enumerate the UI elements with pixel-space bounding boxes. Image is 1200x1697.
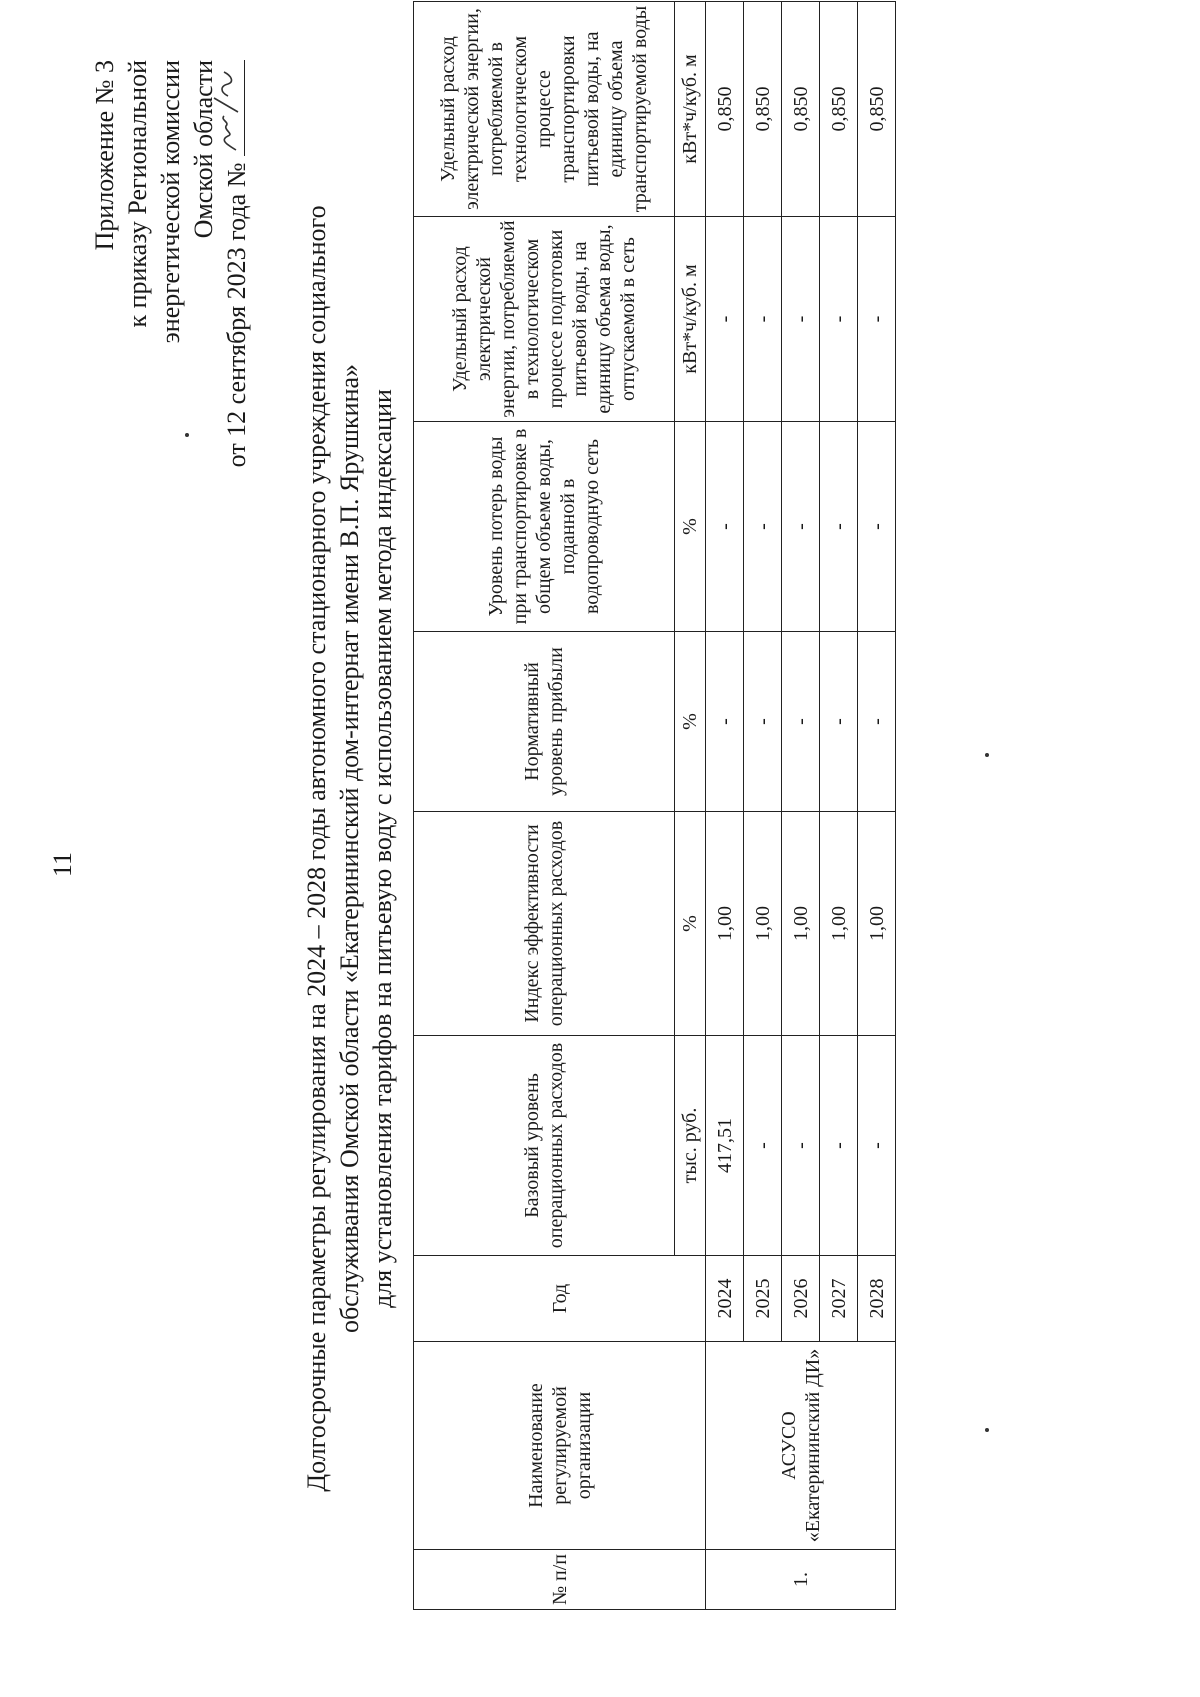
cell-loss: - (706, 422, 744, 632)
cell-index: 1,00 (782, 812, 820, 1036)
appendix-line-5 (220, 60, 253, 480)
cell-profit: - (858, 632, 896, 812)
cell-year: 2026 (782, 1256, 820, 1342)
cell-energy-trans: 0,850 (706, 2, 744, 217)
unit-profit: % (675, 632, 706, 812)
cell-year: 2024 (706, 1256, 744, 1342)
cell-energy-prep: - (744, 217, 782, 422)
cell-energy-trans: 0,850 (782, 2, 820, 217)
handwritten-order-number (220, 60, 245, 156)
cell-index: 1,00 (820, 812, 858, 1036)
cell-loss: - (744, 422, 782, 632)
appendix-block (88, 60, 253, 480)
cell-base: - (744, 1036, 782, 1256)
cell-base: - (820, 1036, 858, 1256)
unit-energy-prep: кВт*ч/куб. м (675, 217, 706, 422)
cell-index: 1,00 (744, 812, 782, 1036)
header-energy-prep: Удельный расход электрической энергии, потребляемой в технологическом процессе подготовки питьевой воды, на единицу объема воды, отпускаемой в сеть (414, 217, 675, 422)
appendix-line-3: энергетической комиссии (156, 60, 185, 344)
scan-speck (985, 1428, 989, 1432)
appendix-line-4: Омской области (189, 60, 218, 239)
cell-profit: - (706, 632, 744, 812)
header-org: Наименование регулируемой организации (414, 1342, 706, 1550)
cell-index: 1,00 (706, 812, 744, 1036)
header-energy-trans: Удельный расход электрической энергии, потребляемой в технологическом процессе транспортировки питьевой воды, на единицу объема транспортируемой воды (414, 2, 675, 217)
scan-speck (185, 433, 189, 437)
appendix-line-2: к приказу Региональной (123, 60, 152, 328)
cell-profit: - (744, 632, 782, 812)
appendix-line-1: Приложение № 3 (90, 60, 119, 251)
page-number: 11 (48, 851, 77, 877)
table-row (706, 2, 744, 1610)
header-index: Индекс эффективности операционных расходов (414, 812, 675, 1036)
cell-energy-prep: - (706, 217, 744, 422)
header-year: Год (414, 1256, 706, 1342)
title-line-3: для установления тарифов на питьевую воду с использованием метода индексации (368, 389, 397, 1308)
cell-energy-prep: - (782, 217, 820, 422)
parameters-table (413, 1, 896, 1610)
cell-energy-trans: 0,850 (820, 2, 858, 217)
header-loss: Уровень потерь воды при транспортировке в общем объеме воды, поданной в водопроводную сеть (414, 422, 675, 632)
cell-energy-trans: 0,850 (744, 2, 782, 217)
title-line-2: обслуживания Омской области «Екатерининский дом-интернат имени В.П. Ярушкина» (335, 363, 364, 1334)
header-base: Базовый уровень операционных расходов (414, 1036, 675, 1256)
cell-loss: - (782, 422, 820, 632)
row-number: 1. (706, 1550, 896, 1610)
cell-energy-prep: - (858, 217, 896, 422)
organization-name: АСУСО «Екатерининский ДИ» (706, 1342, 896, 1550)
scan-speck (985, 753, 989, 757)
header-num: № п/п (414, 1550, 706, 1610)
unit-base: тыс. руб. (675, 1036, 706, 1256)
header-profit: Нормативный уровень прибыли (414, 632, 675, 812)
cell-base: - (858, 1036, 896, 1256)
cell-index: 1,00 (858, 812, 896, 1036)
unit-energy-trans: кВт*ч/куб. м (675, 2, 706, 217)
document-title (300, 20, 399, 1677)
title-line-1: Долгосрочные параметры регулирования на 2024 – 2028 годы автономного стационарного учреждения социального (302, 205, 331, 1492)
cell-loss: - (820, 422, 858, 632)
order-date-prefix: от 12 сентября 2023 года № (222, 162, 251, 468)
cell-base: 417,51 (706, 1036, 744, 1256)
header-row (414, 2, 675, 1610)
cell-energy-trans: 0,850 (858, 2, 896, 217)
unit-loss: % (675, 422, 706, 632)
cell-profit: - (820, 632, 858, 812)
unit-index: % (675, 812, 706, 1036)
cell-energy-prep: - (820, 217, 858, 422)
cell-year: 2027 (820, 1256, 858, 1342)
cell-profit: - (782, 632, 820, 812)
cell-year: 2025 (744, 1256, 782, 1342)
cell-base: - (782, 1036, 820, 1256)
cell-loss: - (858, 422, 896, 632)
cell-year: 2028 (858, 1256, 896, 1342)
